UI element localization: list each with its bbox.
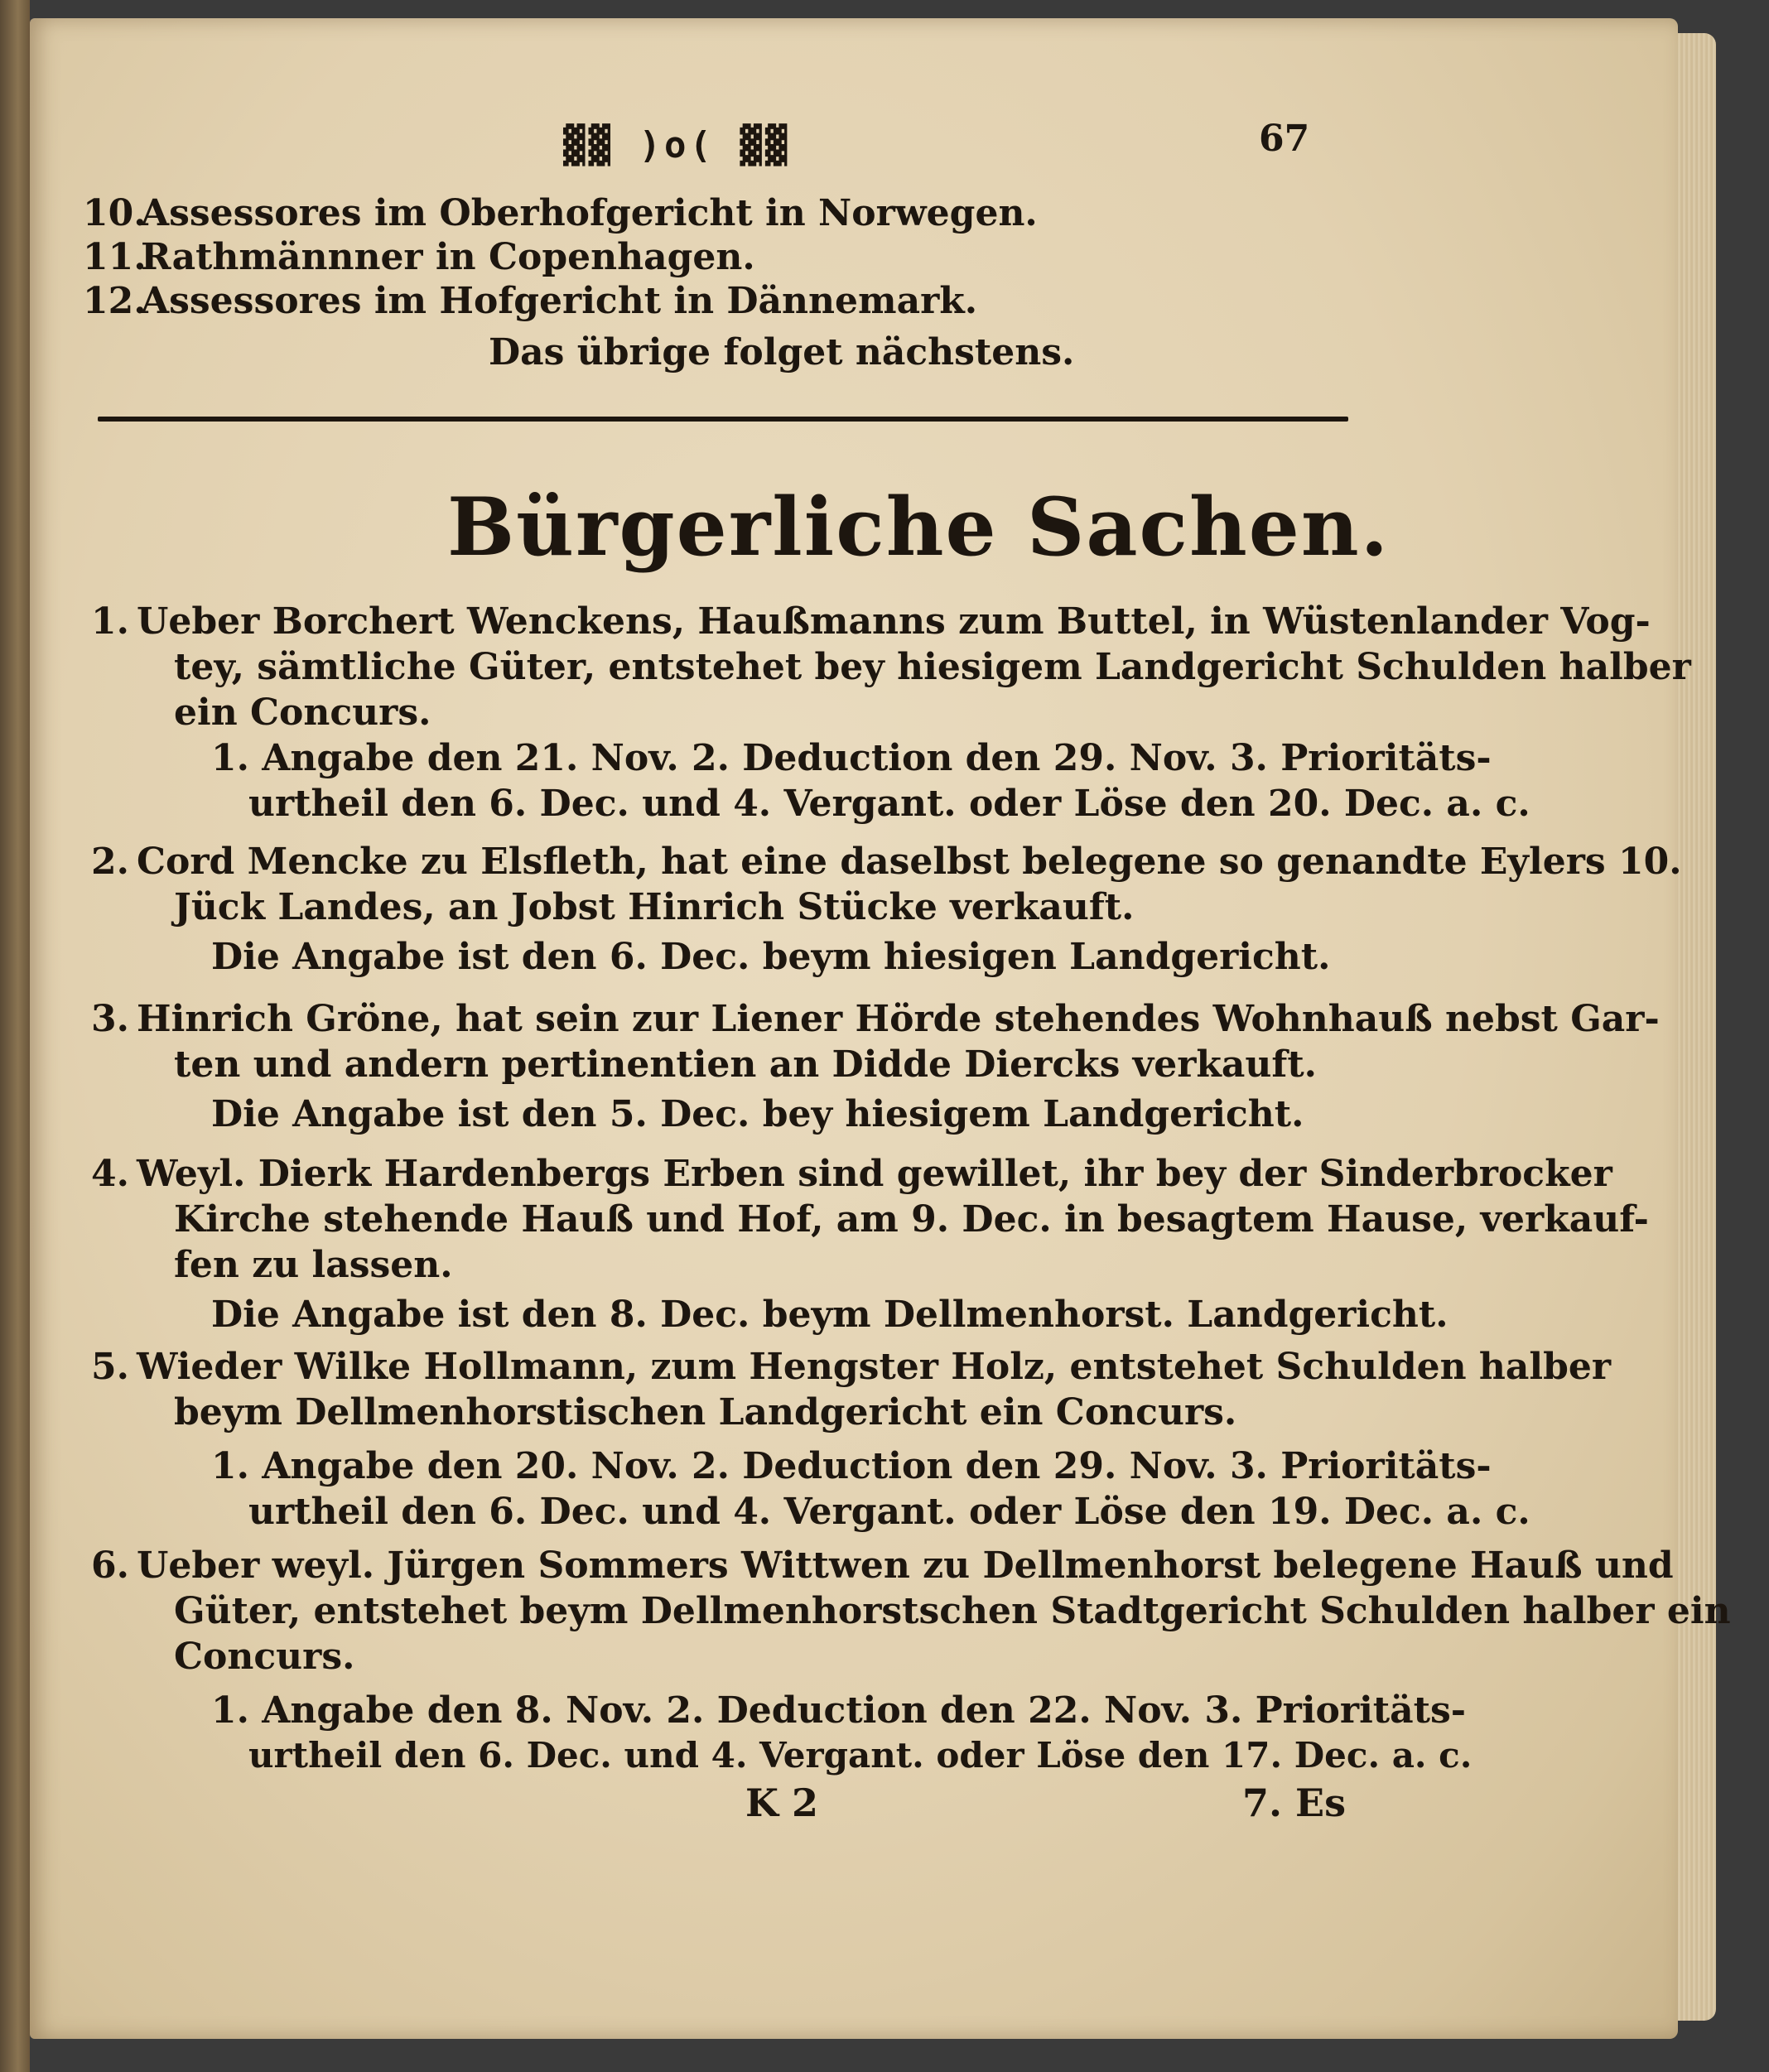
adjacent-page-edge	[0, 0, 30, 2072]
entry-number: 1.	[91, 600, 129, 643]
entry-sub-line: urtheil den 6. Dec. und 4. Vergant. oder Löse den 19. Dec. a. c.	[248, 1491, 1530, 1533]
list-item-number: 11.	[83, 236, 147, 278]
entry-sub-line: urtheil den 6. Dec. und 4. Vergant. oder Löse den 17. Dec. a. c.	[248, 1735, 1473, 1776]
entry-sub-line: 1. Angabe den 20. Nov. 2. Deduction den 29. Nov. 3. Prioritäts-	[211, 1445, 1492, 1487]
entry-line: Jück Landes, an Jobst Hinrich Stücke verkauft.	[174, 886, 1135, 928]
entry-sub-line: 1. Angabe den 8. Nov. 2. Deduction den 22. Nov. 3. Prioritäts-	[211, 1689, 1466, 1732]
entry-number: 4.	[91, 1153, 129, 1195]
header-ornament: ▓▓ )o( ▓▓	[563, 124, 791, 166]
entry-sub-line: Die Angabe ist den 6. Dec. beym hiesigen Landgericht.	[211, 936, 1331, 978]
page-number: 67	[1259, 118, 1310, 160]
entry-sub-line: 1. Angabe den 21. Nov. 2. Deduction den 29. Nov. 3. Prioritäts-	[211, 737, 1492, 779]
entry-line: Ueber Borchert Wenckens, Haußmanns zum Buttel, in Wüstenlander Vog-	[137, 600, 1651, 643]
entry-line: ein Concurs.	[174, 691, 431, 734]
entry-line: tey, sämtliche Güter, entstehet bey hiesigem Landgericht Schulden halber	[174, 646, 1691, 688]
entry-line: Weyl. Dierk Hardenbergs Erben sind gewillet, ihr bey der Sinderbrocker	[137, 1153, 1612, 1195]
entry-line: Cord Mencke zu Elsfleth, hat eine daselbst belegene so genandte Eylers 10.	[137, 841, 1682, 883]
list-item-text: Rathmännner in Copenhagen.	[141, 236, 755, 278]
signature-mark: K 2	[745, 1780, 819, 1825]
list-item-number: 10.	[83, 192, 147, 234]
list-item-number: 12.	[83, 280, 147, 322]
list-item-text: Assessores im Hofgericht in Dännemark.	[141, 280, 978, 322]
list-item	[83, 280, 977, 322]
entry-sub-line: Die Angabe ist den 5. Dec. bey hiesigem Landgericht.	[211, 1093, 1304, 1135]
list-item	[83, 236, 755, 278]
entry-number: 3.	[91, 998, 129, 1040]
entry-number: 5.	[91, 1346, 129, 1388]
entry-sub-line: urtheil den 6. Dec. und 4. Vergant. oder Löse den 20. Dec. a. c.	[248, 783, 1530, 825]
entry-line: Wieder Wilke Hollmann, zum Hengster Holz, entstehet Schulden halber	[137, 1346, 1612, 1388]
entry-line: Hinrich Gröne, hat sein zur Liener Hörde stehendes Wohnhauß nebst Gar-	[137, 998, 1660, 1040]
entry-line: Güter, entstehet beym Dellmenhorstschen Stadtgericht Schulden halber ein	[174, 1590, 1731, 1632]
section-divider	[98, 417, 1348, 422]
catchword: 7. Es	[1242, 1780, 1346, 1825]
list-item-text: Assessores im Oberhofgericht in Norwegen.	[141, 192, 1038, 234]
entry-sub-line: Die Angabe ist den 8. Dec. beym Dellmenhorst. Landgericht.	[211, 1294, 1448, 1336]
entry-line: beym Dellmenhorstischen Landgericht ein Concurs.	[174, 1391, 1237, 1434]
section-title: Bürgerliche Sachen.	[447, 480, 1391, 574]
entry-line: ten und andern pertinentien an Didde Diercks verkauft.	[174, 1043, 1317, 1086]
entry-line: fen zu lassen.	[174, 1244, 453, 1286]
entry-line: Kirche stehende Hauß und Hof, am 9. Dec. in besagtem Hause, verkauf-	[174, 1198, 1649, 1241]
entry-number: 2.	[91, 841, 129, 883]
entry-line: Ueber weyl. Jürgen Sommers Wittwen zu Dellmenhorst belegene Hauß und	[137, 1544, 1674, 1587]
entry-number: 6.	[91, 1544, 129, 1587]
list-item	[83, 192, 1038, 234]
entry-line: Concurs.	[174, 1636, 355, 1678]
continuation-note: Das übrige folget nächstens.	[489, 331, 1075, 373]
